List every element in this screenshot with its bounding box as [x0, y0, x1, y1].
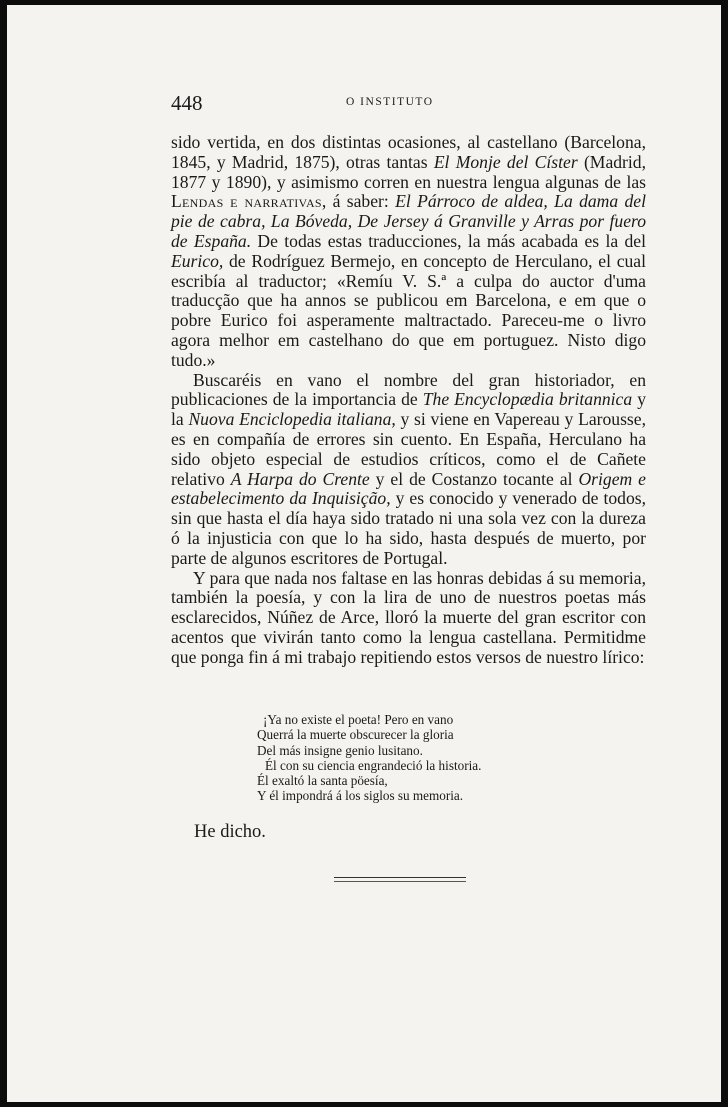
- poem-line: Y él impondrá á los siglos su memoria.: [257, 788, 464, 804]
- poem-line: Él exaltó la santa pöesía,: [257, 773, 388, 789]
- paragraph-3: Y para que nada nos faltase en las honras debidas á su memoria, también la poesía, y con la lira de uno de nuestros poetas más esclarecidos, Núñez de Arce, lloró la muerte del gran escritor con acentos que vivirán tanto como la lengua castellana. Permitidme que ponga fin á mi trabajo repitiendo estos versos de nuestro lírico:: [171, 567, 646, 667]
- p1-text-4: De todas estas traducciones, la más acabada es la del: [251, 230, 646, 251]
- p2-title-britannica: The Encyclopædia britannica: [422, 389, 633, 410]
- poem-line: Querrá la muerte obscurecer la gloria: [257, 727, 454, 743]
- closing-line: He dicho.: [194, 822, 266, 842]
- p2-text-4: y el de Costanzo tocante al: [369, 468, 579, 489]
- p1-titles-list: El Párroco de aldea, La dama del pie de cabra, La Bóveda, De Jersey á Granville y Arras por fuero de España.: [171, 191, 646, 251]
- page-header: [171, 91, 647, 115]
- p1-title-eurico: Eurico,: [171, 250, 224, 271]
- p2-title-origem: Origem e estabelecimento da Inquisição,: [171, 468, 646, 509]
- p2-text-1: Buscaréis en vano el nombre del gran historiador, en publicaciones de la importancia de: [171, 369, 646, 410]
- p1-text-5: de Rodríguez Bermejo, en concepto de Herculano, el cual escribía al traductor; «Remíu V. S.ª a culpa do auctor d'uma traducção que ha annos se publicou em Barcelona, e em que o pobre Eurico foi asperamente maltractado. Pareceu-me o livro agora melhor em castelhano do que em portuguez. Nisto digo tudo.»: [171, 250, 646, 370]
- poem-line: Él con su ciencia engrandeció la historia.: [265, 757, 482, 773]
- p1-text-2: (Madrid, 1877 y 1890), y asimismo corren en nuestra lengua algunas de las: [171, 151, 646, 192]
- p2-title-harpa: A Harpa do Crente: [230, 468, 370, 489]
- page-number: 448: [171, 91, 203, 115]
- p1-smallcaps-lendas: Lendas e narrativas: [171, 191, 322, 212]
- p1-text-3: , á saber:: [321, 191, 396, 212]
- poem-line: ¡Ya no existe el poeta! Pero en vano: [263, 712, 454, 727]
- poem-line: Del más insigne genio lusitano.: [257, 742, 423, 758]
- running-head: O INSTITUTO: [346, 96, 434, 108]
- paragraph-1: [171, 133, 646, 371]
- book-page: [7, 5, 721, 1102]
- p2-text-5: y es conocido y venerado de todos, sin que hasta el día haya sido tratado ni una sola vez con la dureza ó la injusticia con que lo ha sido, hasta después de muerto, por parte de algunos escritores de Portugal.: [171, 488, 646, 568]
- p2-text-2: y la: [171, 389, 646, 430]
- p1-title-monje: El Monje del Císter: [433, 151, 578, 172]
- paragraph-2: [171, 371, 646, 569]
- body-text: [171, 133, 646, 668]
- p2-text-3: y si viene en Vapereau y Larousse, es en compañía de errores sin cuento. En España, Herculano ha sido objeto especial de estudios críticos, como el de Cañete relativo: [171, 409, 646, 489]
- end-rule-secondary: [334, 881, 466, 882]
- p2-title-enciclopedia: Nuova Enciclopedia italiana,: [188, 409, 396, 430]
- p1-text-1: sido vertida, en dos distintas ocasiones, al castellano (Barcelona, 1845, y Madrid, 1875), otras tantas: [171, 132, 646, 172]
- end-rule: [334, 877, 466, 878]
- poem: [257, 712, 557, 804]
